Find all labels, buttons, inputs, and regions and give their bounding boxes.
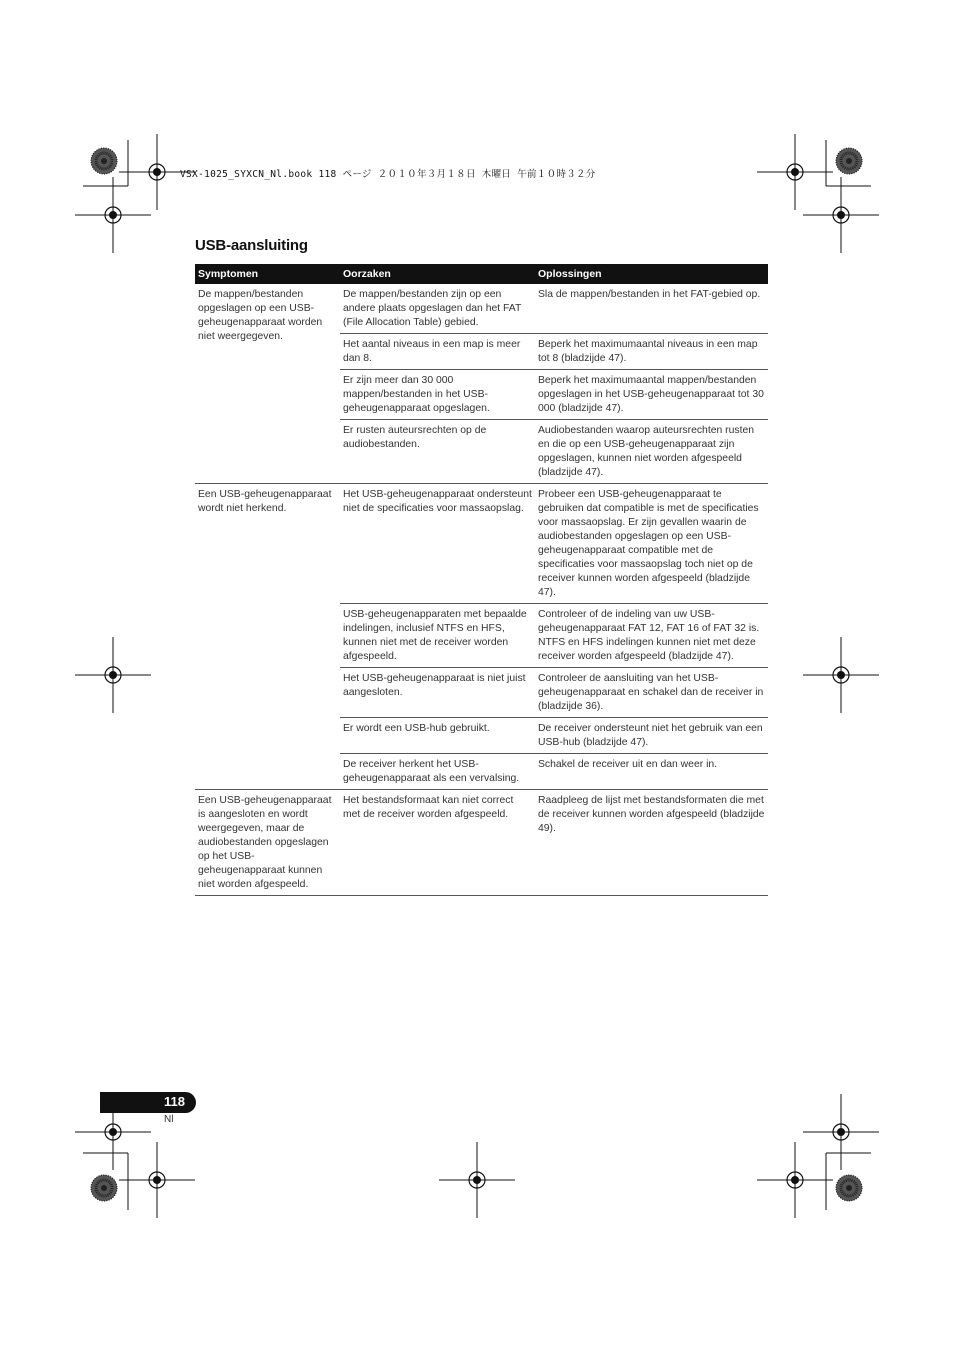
cause-cell: Het USB-geheugenapparaat is niet juist aangesloten. (340, 668, 535, 718)
header-solutions: Oplossingen (535, 264, 768, 284)
cause-cell: De receiver herkent het USB-geheugenapparaat als een vervalsing. (340, 754, 535, 790)
header-causes: Oorzaken (340, 264, 535, 284)
symptom-cell: Een USB-geheugenapparaat wordt niet herkend. (195, 484, 340, 790)
solution-cell: Controleer de aansluiting van het USB-geheugenapparaat en schakel dan de receiver in (bladzijde 36). (535, 668, 768, 718)
crosshair-icon (757, 134, 833, 210)
cause-cell: Er wordt een USB-hub gebruikt. (340, 718, 535, 754)
troubleshooting-table (195, 264, 768, 896)
crosshair-icon (803, 1094, 879, 1170)
symptom-cell: De mappen/bestanden opgeslagen op een USB-geheugenapparaat worden niet weergegeven. (195, 284, 340, 484)
header-symptoms: Symptomen (195, 264, 340, 284)
table-header-row (195, 264, 768, 284)
page-number: 118 (164, 1094, 185, 1109)
print-header: VSX-1025_SYXCN_Nl.book 118 ページ ２０１０年３月１８日 木曜日 午前１０時３２分 (180, 169, 596, 180)
cause-cell: Er rusten auteursrechten op de audiobestanden. (340, 420, 535, 484)
crosshair-icon (119, 1142, 195, 1218)
cause-cell: USB-geheugenapparaten met bepaalde indelingen, inclusief NTFS en HFS, kunnen niet met de receiver worden afgespeeld. (340, 604, 535, 668)
solution-cell: Beperk het maximumaantal mappen/bestanden opgeslagen in het USB-geheugenapparaat tot 30 000 (bladzijde 47). (535, 370, 768, 420)
solution-cell: De receiver ondersteunt niet het gebruik van een USB-hub (bladzijde 47). (535, 718, 768, 754)
symptom-cell: Een USB-geheugenapparaat is aangesloten en wordt weergegeven, maar de audiobestanden opgeslagen op het USB-geheugenapparaat kunnen niet worden afgespeeld. (195, 790, 340, 896)
crosshair-icon (803, 637, 879, 713)
crosshair-icon (757, 1142, 833, 1218)
solution-cell: Beperk het maximumaantal niveaus in een map tot 8 (bladzijde 47). (535, 334, 768, 370)
crosshair-icon (75, 177, 151, 253)
solution-cell: Probeer een USB-geheugenapparaat te gebruiken dat compatible is met de specificaties voor massaopslag. Er zijn gevallen waarin de audiobestanden opgeslagen op een USB-geheugenapparaat compatible met de specificaties voor massaopslag toch niet op de receiver kunnen worden afgespeeld (bladzijde 47). (535, 484, 768, 604)
solution-cell: Sla de mappen/bestanden in het FAT-gebied op. (535, 284, 768, 334)
solution-cell: Audiobestanden waarop auteursrechten rusten en die op een USB-geheugenapparaat zijn opgeslagen, kunnen niet worden afgespeeld (bladzijde 47). (535, 420, 768, 484)
section-title: USB-aansluiting (195, 237, 308, 254)
solution-cell: Controleer of de indeling van uw USB-geheugenapparaat FAT 12, FAT 16 of FAT 32 is. NTFS en HFS indelingen kunnen niet met deze receiver worden afgespeeld (bladzijde 47). (535, 604, 768, 668)
cause-cell: Het aantal niveaus in een map is meer dan 8. (340, 334, 535, 370)
table-row (195, 484, 768, 604)
table-row (195, 790, 768, 896)
star-target-icon (91, 1175, 117, 1201)
cause-cell: Het bestandsformaat kan niet correct met de receiver worden afgespeeld. (340, 790, 535, 896)
cause-cell: Het USB-geheugenapparaat ondersteunt niet de specificaties voor massaopslag. (340, 484, 535, 604)
crosshair-icon (439, 1142, 515, 1218)
star-target-icon (836, 1175, 862, 1201)
cause-cell: De mappen/bestanden zijn op een andere plaats opgeslagen dan het FAT (File Allocation Table) gebied. (340, 284, 535, 334)
star-target-icon (91, 148, 117, 174)
crosshair-icon (803, 177, 879, 253)
language-code: Nl (164, 1114, 174, 1125)
cause-cell: Er zijn meer dan 30 000 mappen/bestanden in het USB-geheugenapparaat opgeslagen. (340, 370, 535, 420)
solution-cell: Schakel de receiver uit en dan weer in. (535, 754, 768, 790)
crosshair-icon (75, 637, 151, 713)
star-target-icon (836, 148, 862, 174)
solution-cell: Raadpleeg de lijst met bestandsformaten die met de receiver kunnen worden afgespeeld (bladzijde 49). (535, 790, 768, 896)
table-row (195, 284, 768, 334)
